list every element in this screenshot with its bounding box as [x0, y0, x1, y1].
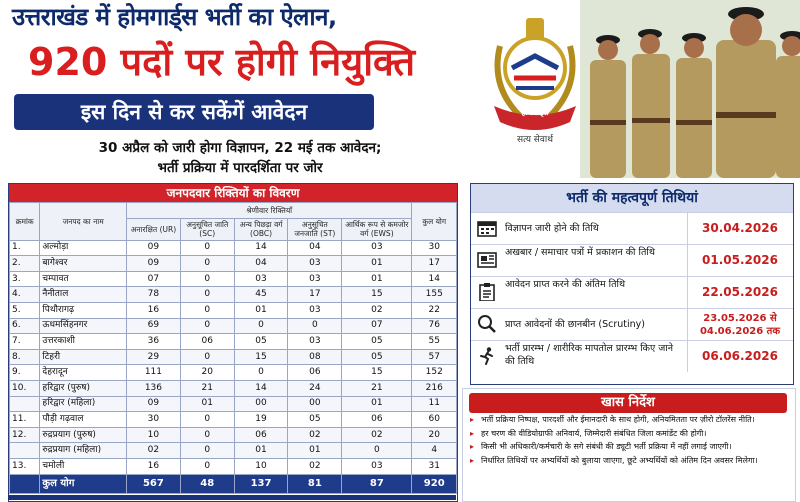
row-ews: 02 [342, 427, 412, 443]
total-ur: 567 [127, 474, 181, 493]
vacancy-table [9, 202, 457, 494]
row-obc: 15 [234, 349, 288, 365]
clipboard-icon [477, 283, 497, 301]
magnifier-icon [477, 315, 497, 333]
row-sc: 0 [180, 287, 234, 303]
list-item: ▸ हर चरण की वीडियोग्राफी अनिवार्य, जिम्मेदारी संबंधित जिला कमांडेंट की होगी। [467, 429, 793, 440]
row-ews: 03 [342, 240, 412, 256]
date-row [471, 244, 793, 276]
row-ews: 01 [342, 396, 412, 412]
runner-icon [477, 347, 497, 365]
row-ur: 16 [127, 458, 181, 474]
total-ews: 87 [342, 474, 412, 493]
table-row [10, 380, 457, 396]
row-sc: 0 [180, 443, 234, 459]
table-row [10, 412, 457, 428]
row-ur: 136 [127, 380, 181, 396]
row-st: 08 [288, 349, 342, 365]
row-ews: 07 [342, 318, 412, 334]
table-row [10, 365, 457, 381]
row-st: 03 [288, 271, 342, 287]
row-total: 4 [412, 443, 457, 459]
instructions-title: खास निर्देश [469, 393, 787, 413]
row-district: पौड़ी गढ़वाल [40, 412, 127, 428]
row-district: रुद्रप्रयाग (पुरुष) [40, 427, 127, 443]
row-ur: 16 [127, 302, 181, 318]
row-ews: 05 [342, 349, 412, 365]
row-obc: 0 [234, 365, 288, 381]
row-obc: 03 [234, 271, 288, 287]
row-district: उत्तरकाशी [40, 334, 127, 350]
date-row [471, 308, 793, 340]
row-sc: 0 [180, 302, 234, 318]
bottom-strip [8, 495, 456, 500]
header-category-group: श्रेणीवार रिक्तियाँ [127, 203, 412, 219]
headline-line-1: उत्तराखंड में होमगार्ड्स भर्ती का ऐलान, [12, 3, 337, 31]
row-district: चमोली [40, 458, 127, 474]
row-total: 30 [412, 240, 457, 256]
totals-row [10, 474, 457, 493]
row-total: 20 [412, 427, 457, 443]
total-grand: 920 [412, 474, 457, 493]
table-row [10, 334, 457, 350]
row-st: 00 [288, 396, 342, 412]
table-row [10, 287, 457, 303]
row-st: 24 [288, 380, 342, 396]
row-district: रुद्रप्रयाग (महिला) [40, 443, 127, 459]
table-row [10, 318, 457, 334]
table-row [10, 396, 457, 412]
row-obc: 01 [234, 443, 288, 459]
header-ur: अनारक्षित (UR) [127, 218, 181, 240]
row-total: 14 [412, 271, 457, 287]
row-sn: 7. [10, 334, 40, 350]
row-sn: 2. [10, 256, 40, 272]
total-st: 81 [288, 474, 342, 493]
row-sn: 6. [10, 318, 40, 334]
header-st: अनुसूचित जनजाति (ST) [288, 218, 342, 240]
row-obc: 06 [234, 427, 288, 443]
row-ews: 01 [342, 271, 412, 287]
header-obc: अन्य पिछड़ा वर्ग (OBC) [234, 218, 288, 240]
row-total: 152 [412, 365, 457, 381]
row-sn [10, 443, 40, 459]
table-row [10, 427, 457, 443]
row-sc: 0 [180, 271, 234, 287]
date-value: 30.04.2026 [687, 213, 792, 244]
row-district: हरिद्वार (महिला) [40, 396, 127, 412]
date-label: विज्ञापन जारी होने की तिथि [505, 223, 599, 234]
row-ews: 06 [342, 412, 412, 428]
row-total: 216 [412, 380, 457, 396]
row-st: 01 [288, 443, 342, 459]
row-sc: 06 [180, 334, 234, 350]
row-sc: 0 [180, 458, 234, 474]
date-value: 23.05.2026 से 04.06.2026 तक [687, 309, 792, 340]
row-obc: 14 [234, 240, 288, 256]
emblem-motto: सत्य सेवार्थ [517, 135, 553, 145]
header-sn: क्रमांक [10, 203, 40, 241]
row-obc: 45 [234, 287, 288, 303]
date-row [471, 212, 793, 244]
row-sn: 1. [10, 240, 40, 256]
row-sc: 20 [180, 365, 234, 381]
header-district: जनपद का नाम [40, 203, 127, 241]
apply-banner: इस दिन से कर सकेंगें आवेदन [14, 94, 374, 130]
row-st: 06 [288, 365, 342, 381]
row-sc: 0 [180, 240, 234, 256]
row-st: 04 [288, 240, 342, 256]
row-obc: 01 [234, 302, 288, 318]
dates-title: भर्ती की महत्वपूर्ण तिथियां [471, 184, 793, 212]
row-total: 155 [412, 287, 457, 303]
row-obc: 19 [234, 412, 288, 428]
row-obc: 04 [234, 256, 288, 272]
row-district: बागेश्वर [40, 256, 127, 272]
row-sc: 0 [180, 427, 234, 443]
homeguards-march-photo [580, 0, 800, 178]
row-sn: 4. [10, 287, 40, 303]
row-ur: 10 [127, 427, 181, 443]
special-instructions [462, 388, 796, 502]
row-district: नैनीताल [40, 287, 127, 303]
list-item: ▸ भर्ती प्रक्रिया निष्पक्ष, पारदर्शी और ईमानदारी के साथ होगी, अनियमितता पर ज़ीरो टॉलरेंस नीति। [467, 415, 793, 426]
row-total: 55 [412, 334, 457, 350]
row-total: 60 [412, 412, 457, 428]
date-row [471, 340, 793, 372]
row-total: 17 [412, 256, 457, 272]
row-sn: 10. [10, 380, 40, 396]
row-ur: 09 [127, 396, 181, 412]
row-ews: 01 [342, 256, 412, 272]
row-district: ऊधमसिंहनगर [40, 318, 127, 334]
table-row [10, 302, 457, 318]
row-st: 02 [288, 427, 342, 443]
row-st: 17 [288, 287, 342, 303]
row-ur: 29 [127, 349, 181, 365]
row-sn: 13. [10, 458, 40, 474]
row-sn: 3. [10, 271, 40, 287]
subheadline-line-1: 30 अप्रैल को जारी होगा विज्ञापन, 22 मई तक आवेदन; [98, 140, 382, 156]
row-st: 05 [288, 412, 342, 428]
subheadline-line-2: भर्ती प्रक्रिया में पारदर्शिता पर जोर [157, 160, 323, 176]
date-label: अखबार / समाचार पत्रों में प्रकाशन की तिथि [505, 247, 655, 258]
row-ur: 09 [127, 240, 181, 256]
calendar-icon [477, 219, 497, 237]
row-ur: 36 [127, 334, 181, 350]
headline-line-2: 920 पदों पर होगी नियुक्ति [28, 40, 416, 84]
row-sn [10, 396, 40, 412]
row-district: अल्मोड़ा [40, 240, 127, 256]
row-ur: 111 [127, 365, 181, 381]
total-sc: 48 [180, 474, 234, 493]
row-ur: 09 [127, 256, 181, 272]
row-sc: 0 [180, 256, 234, 272]
row-st: 03 [288, 334, 342, 350]
row-obc: 14 [234, 380, 288, 396]
row-total: 31 [412, 458, 457, 474]
totals-label: कुल योग [40, 474, 127, 493]
table-row [10, 271, 457, 287]
important-dates-panel [470, 183, 794, 385]
table-row [10, 256, 457, 272]
row-obc: 05 [234, 334, 288, 350]
table-row [10, 240, 457, 256]
row-ur: 30 [127, 412, 181, 428]
table-row [10, 458, 457, 474]
row-sc: 01 [180, 396, 234, 412]
row-obc: 10 [234, 458, 288, 474]
row-total: 76 [412, 318, 457, 334]
instructions-list [467, 415, 793, 469]
row-sn: 8. [10, 349, 40, 365]
row-ews: 15 [342, 365, 412, 381]
row-st: 0 [288, 318, 342, 334]
date-value: 06.06.2026 [687, 341, 792, 372]
subheadline [30, 138, 450, 178]
row-sn: 12. [10, 427, 40, 443]
row-ews: 05 [342, 334, 412, 350]
row-district: चम्पावत [40, 271, 127, 287]
table-title: जनपदवार रिक्तियों का विवरण [9, 184, 457, 202]
date-value: 22.05.2026 [687, 277, 792, 308]
row-ews: 21 [342, 380, 412, 396]
row-st: 03 [288, 302, 342, 318]
emblem-name: होमगार्ड्स [521, 108, 549, 117]
row-ur: 78 [127, 287, 181, 303]
newspaper-icon [477, 251, 497, 269]
row-total: 57 [412, 349, 457, 365]
row-sc: 0 [180, 349, 234, 365]
row-sn: 9. [10, 365, 40, 381]
row-sc: 21 [180, 380, 234, 396]
row-ews: 03 [342, 458, 412, 474]
row-total: 11 [412, 396, 457, 412]
row-sn: 11. [10, 412, 40, 428]
date-label: प्राप्त आवेदनों की छानबीन (Scrutiny) [505, 319, 645, 330]
row-obc: 00 [234, 396, 288, 412]
header-total: कुल योग [412, 203, 457, 241]
date-value: 01.05.2026 [687, 245, 792, 276]
date-label: आवेदन प्राप्त करने की अंतिम तिथि [505, 279, 626, 290]
row-district: टिहरी [40, 349, 127, 365]
table-row [10, 349, 457, 365]
row-st: 03 [288, 256, 342, 272]
row-ews: 15 [342, 287, 412, 303]
row-district: देहरादून [40, 365, 127, 381]
date-row [471, 276, 793, 308]
row-sc: 0 [180, 318, 234, 334]
row-ews: 02 [342, 302, 412, 318]
row-total: 22 [412, 302, 457, 318]
row-obc: 0 [234, 318, 288, 334]
header-ews: आर्थिक रूप से कमजोर वर्ग (EWS) [342, 218, 412, 240]
district-vacancy-table [8, 183, 458, 502]
row-ur: 69 [127, 318, 181, 334]
row-ur: 07 [127, 271, 181, 287]
row-ur: 02 [127, 443, 181, 459]
row-district: हरिद्वार (पुरुष) [40, 380, 127, 396]
row-ews: 0 [342, 443, 412, 459]
row-district: पिथौरागढ़ [40, 302, 127, 318]
total-obc: 137 [234, 474, 288, 493]
list-item: ▸ किसी भी अधिकारी/कर्मचारी के सगे संबंधी की ड्यूटी भर्ती प्रक्रिया में नहीं लगाई जाएगी। [467, 442, 793, 453]
date-label: भर्ती प्रारम्भ / शारीरिक मापतोल प्रारम्भ किए जाने की तिथि [505, 343, 674, 367]
list-item: ▸ निर्धारित तिथियों पर अभ्यर्थियों को बुलाया जाएगा, छूटे अभ्यर्थियों को अंतिम दिन अवसर मिलेगा। [467, 456, 793, 467]
homeguards-emblem [480, 6, 590, 156]
row-sc: 0 [180, 412, 234, 428]
header-sc: अनुसूचित जाति (SC) [180, 218, 234, 240]
row-st: 02 [288, 458, 342, 474]
table-row [10, 443, 457, 459]
row-sn: 5. [10, 302, 40, 318]
